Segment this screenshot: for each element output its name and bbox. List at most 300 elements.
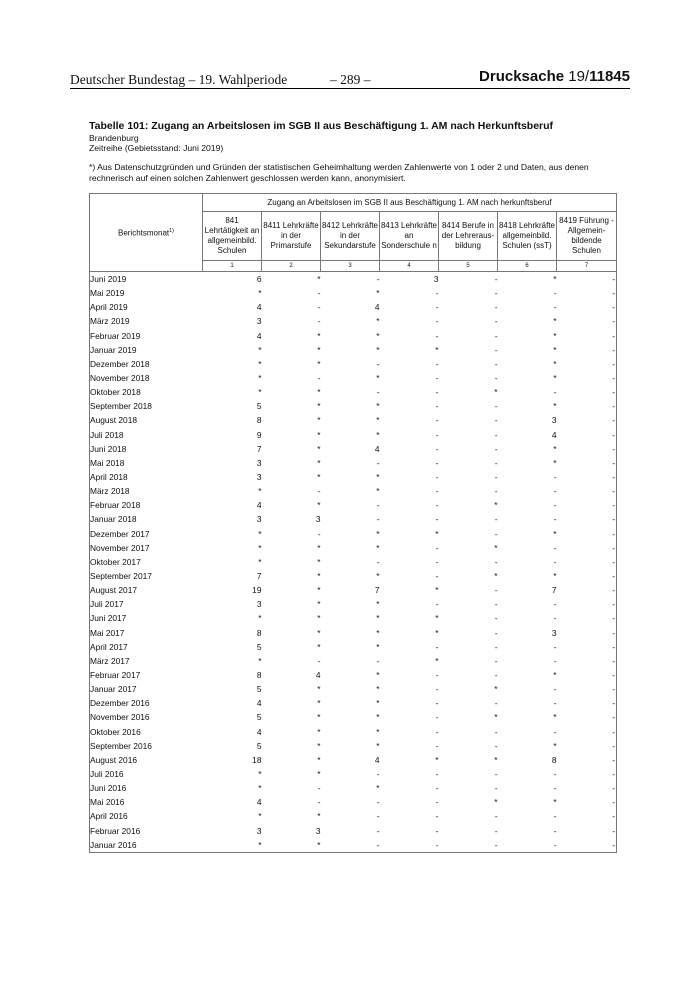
- column-number-2: 2: [262, 261, 321, 272]
- cell-col-2: *: [317, 387, 321, 398]
- row-month: Mai 2017: [90, 626, 203, 640]
- table-row: [90, 654, 617, 668]
- cell-col-6: *: [553, 712, 557, 723]
- cell-col-5: -: [494, 316, 498, 327]
- row-month: Juli 2016: [90, 767, 203, 781]
- cell-col-1: 4: [256, 330, 262, 341]
- table-row: [90, 314, 617, 328]
- cell-col-1: 7: [256, 571, 262, 582]
- cell-col-5: -: [494, 726, 498, 737]
- header-doc-prefix: Drucksache: [479, 68, 569, 85]
- cell-col-3: -: [376, 811, 380, 822]
- cell-col-6: -: [553, 542, 557, 553]
- cell-col-6: -: [553, 825, 557, 836]
- cell-col-1: *: [258, 655, 262, 666]
- cell-col-2: *: [317, 571, 321, 582]
- cell-col-3: *: [376, 698, 380, 709]
- cell-col-7: -: [557, 753, 617, 767]
- cell-col-6: *: [553, 316, 557, 327]
- cell-col-4: -: [435, 542, 439, 553]
- cell-col-7: -: [557, 640, 617, 654]
- column-header-1: 841 Lehrtätigkeit an allgemeinbild. Schulen: [203, 212, 262, 261]
- cell-col-2: -: [317, 783, 321, 794]
- cell-col-5: -: [494, 698, 498, 709]
- cell-col-2: *: [317, 556, 321, 567]
- cell-col-3: *: [376, 486, 380, 497]
- cell-col-4: -: [435, 358, 439, 369]
- cell-col-3: 4: [374, 302, 380, 313]
- cell-col-2: -: [317, 655, 321, 666]
- row-month: Mai 2018: [90, 456, 203, 470]
- cell-col-7: -: [557, 272, 617, 287]
- table-row: [90, 583, 617, 597]
- page-header: [70, 68, 630, 90]
- cell-col-2: *: [317, 811, 321, 822]
- cell-col-4: 3: [433, 274, 439, 285]
- cell-col-5: -: [494, 415, 498, 426]
- cell-col-3: *: [376, 641, 380, 652]
- row-month: April 2017: [90, 640, 203, 654]
- cell-col-4: *: [435, 754, 439, 765]
- table-row: [90, 809, 617, 823]
- table-body: [90, 272, 617, 853]
- cell-col-7: -: [557, 357, 617, 371]
- cell-col-4: -: [435, 670, 439, 680]
- cell-col-4: -: [435, 783, 439, 794]
- cell-col-3: -: [376, 514, 380, 525]
- cell-col-1: *: [258, 528, 262, 539]
- row-month: September 2018: [90, 399, 203, 413]
- cell-col-6: -: [553, 768, 557, 779]
- cell-col-2: *: [317, 684, 321, 695]
- cell-col-1: 5: [256, 712, 262, 723]
- cell-col-5: -: [494, 599, 498, 610]
- cell-col-4: -: [435, 486, 439, 497]
- cell-col-6: -: [553, 387, 557, 398]
- cell-col-7: -: [557, 696, 617, 710]
- table-row: [90, 838, 617, 853]
- cell-col-5: -: [494, 486, 498, 497]
- row-month: Mai 2019: [90, 286, 203, 300]
- cell-col-5: -: [494, 429, 498, 440]
- cell-col-1: 3: [256, 457, 262, 468]
- cell-col-4: -: [435, 302, 439, 313]
- table-row: [90, 739, 617, 753]
- cell-col-2: *: [317, 358, 321, 369]
- cell-col-4: -: [435, 712, 439, 723]
- table-row: [90, 569, 617, 583]
- cell-col-7: -: [557, 484, 617, 498]
- cell-col-4: -: [435, 387, 439, 398]
- cell-col-1: *: [258, 358, 262, 369]
- row-month: Januar 2018: [90, 512, 203, 526]
- column-header-4: 8413 Lehrkräfte an Sonderschule n: [380, 212, 439, 261]
- row-month: Oktober 2018: [90, 385, 203, 399]
- cell-col-5: *: [494, 387, 498, 398]
- cell-col-4: -: [435, 401, 439, 412]
- cell-col-3: -: [376, 556, 380, 567]
- cell-col-2: *: [317, 472, 321, 483]
- cell-col-7: -: [557, 668, 617, 682]
- cell-col-1: 4: [256, 797, 262, 808]
- cell-col-6: -: [553, 500, 557, 511]
- table-row: [90, 682, 617, 696]
- table-row: [90, 300, 617, 314]
- cell-col-5: *: [494, 684, 498, 695]
- cell-col-7: -: [557, 329, 617, 343]
- cell-col-5: -: [494, 768, 498, 779]
- cell-col-7: -: [557, 442, 617, 456]
- header-page-number: – 289 –: [330, 72, 371, 87]
- row-header: [90, 194, 203, 272]
- cell-col-5: -: [494, 302, 498, 313]
- cell-col-1: *: [258, 768, 262, 779]
- cell-col-4: -: [435, 726, 439, 737]
- cell-col-1: 3: [256, 472, 262, 483]
- cell-col-4: -: [435, 599, 439, 610]
- cell-col-1: 5: [256, 641, 262, 652]
- cell-col-3: *: [376, 613, 380, 624]
- cell-col-5: -: [494, 627, 498, 638]
- cell-col-5: -: [494, 528, 498, 539]
- cell-col-6: -: [553, 641, 557, 652]
- cell-col-3: *: [376, 740, 380, 751]
- cell-col-3: -: [376, 768, 380, 779]
- cell-col-4: -: [435, 698, 439, 709]
- row-month: April 2019: [90, 300, 203, 314]
- cell-col-5: -: [494, 585, 498, 596]
- cell-col-7: -: [557, 527, 617, 541]
- cell-col-1: 3: [256, 514, 262, 525]
- cell-col-3: *: [376, 670, 380, 680]
- cell-col-4: -: [435, 740, 439, 751]
- cell-col-4: *: [435, 655, 439, 666]
- header-doc-num: 11845: [589, 68, 630, 85]
- cell-col-7: -: [557, 343, 617, 357]
- cell-col-6: 3: [551, 627, 557, 638]
- row-month: Juni 2018: [90, 442, 203, 456]
- row-month: Februar 2018: [90, 498, 203, 512]
- table-row: [90, 725, 617, 739]
- table-row: [90, 371, 617, 385]
- cell-col-5: -: [494, 358, 498, 369]
- cell-col-1: 3: [256, 599, 262, 610]
- table-row: [90, 456, 617, 470]
- cell-col-6: *: [553, 670, 557, 680]
- cell-col-2: *: [317, 344, 321, 355]
- cell-col-3: -: [376, 500, 380, 511]
- table-row: [90, 385, 617, 399]
- cell-col-1: *: [258, 542, 262, 553]
- row-month: September 2017: [90, 569, 203, 583]
- cell-col-3: *: [376, 599, 380, 610]
- cell-col-6: -: [553, 599, 557, 610]
- cell-col-5: -: [494, 443, 498, 454]
- cell-col-7: -: [557, 767, 617, 781]
- cell-col-2: *: [262, 838, 321, 853]
- cell-col-3: *: [376, 330, 380, 341]
- cell-col-6: 3: [551, 415, 557, 426]
- cell-col-1: *: [203, 838, 262, 853]
- cell-col-6: 7: [551, 585, 557, 596]
- table-row: [90, 512, 617, 526]
- cell-col-2: *: [317, 698, 321, 709]
- cell-col-7: -: [557, 470, 617, 484]
- column-header-6: 8418 Lehrkräfte allgemeinbild. Schulen (ssT): [498, 212, 557, 261]
- cell-col-3: -: [376, 387, 380, 398]
- cell-col-1: *: [258, 783, 262, 794]
- cell-col-2: *: [317, 726, 321, 737]
- row-month: November 2017: [90, 541, 203, 555]
- cell-col-2: -: [317, 316, 321, 327]
- cell-col-7: -: [557, 795, 617, 809]
- cell-col-3: *: [376, 571, 380, 582]
- cell-col-7: -: [557, 512, 617, 526]
- column-number-1: 1: [203, 261, 262, 272]
- cell-col-2: 3: [315, 514, 321, 525]
- cell-col-3: *: [376, 472, 380, 483]
- cell-col-2: *: [317, 429, 321, 440]
- table-row: [90, 640, 617, 654]
- table-row: [90, 272, 617, 287]
- privacy-note: *) Aus Datenschutzgründen und Gründen der statistischen Geheimhaltung werden Zahlenwerte von 1 oder 2 und Daten, aus denen rechnerisch auf einen solchen Zahlenwert geschlossen werden kann, anonymisiert.: [89, 162, 589, 183]
- header-document-number: [479, 68, 630, 85]
- cell-col-7: -: [557, 456, 617, 470]
- cell-col-7: -: [557, 413, 617, 427]
- cell-col-1: 19: [252, 585, 262, 596]
- series-label: Zeitreihe (Gebietsstand: Juni 2019): [89, 143, 224, 153]
- row-month: August 2017: [90, 583, 203, 597]
- cell-col-5: -: [494, 472, 498, 483]
- cell-col-5: -: [494, 811, 498, 822]
- row-month: Juni 2016: [90, 781, 203, 795]
- table-row: [90, 428, 617, 442]
- cell-col-1: *: [258, 387, 262, 398]
- cell-col-6: 8: [551, 754, 557, 765]
- row-month: Februar 2017: [90, 668, 203, 682]
- cell-col-4: -: [435, 797, 439, 808]
- row-month: April 2016: [90, 809, 203, 823]
- table-row: [90, 399, 617, 413]
- cell-col-2: *: [317, 500, 321, 511]
- cell-col-7: -: [557, 428, 617, 442]
- column-number-6: 6: [498, 261, 557, 272]
- group-header: Zugang an Arbeitslosen im SGB II aus Beschäftigung 1. AM nach herkunftsberuf: [203, 194, 617, 212]
- cell-col-7: -: [557, 739, 617, 753]
- cell-col-2: *: [317, 401, 321, 412]
- cell-col-6: -: [553, 302, 557, 313]
- row-month: März 2019: [90, 314, 203, 328]
- cell-col-6: *: [553, 330, 557, 341]
- table-row: [90, 823, 617, 837]
- table-title: Tabelle 101: Zugang an Arbeitslosen im SGB II aus Beschäftigung 1. AM nach Herkunftsberuf: [89, 120, 554, 132]
- cell-col-5: -: [494, 655, 498, 666]
- table-row: [90, 442, 617, 456]
- row-month: März 2017: [90, 654, 203, 668]
- table-row: [90, 470, 617, 484]
- cell-col-4: *: [435, 585, 439, 596]
- row-header-text: Berichtsmonat: [117, 228, 170, 238]
- cell-col-6: -: [553, 698, 557, 709]
- cell-col-3: *: [376, 373, 380, 384]
- cell-col-4: -: [435, 825, 439, 836]
- cell-col-2: *: [317, 768, 321, 779]
- table-row: [90, 357, 617, 371]
- cell-col-2: -: [317, 797, 321, 808]
- header-publication: Deutscher Bundestag – 19. Wahlperiode: [70, 72, 288, 87]
- cell-col-6: 4: [551, 429, 557, 440]
- cell-col-1: 8: [256, 627, 262, 638]
- table-row: [90, 611, 617, 625]
- row-month: Dezember 2018: [90, 357, 203, 371]
- cell-col-4: -: [435, 457, 439, 468]
- cell-col-3: -: [376, 358, 380, 369]
- cell-col-1: 8: [256, 415, 262, 426]
- column-number-4: 4: [380, 261, 439, 272]
- table-row: [90, 413, 617, 427]
- cell-col-3: *: [376, 429, 380, 440]
- cell-col-5: -: [494, 373, 498, 384]
- cell-col-4: -: [435, 500, 439, 511]
- column-number-3: 3: [321, 261, 380, 272]
- header-doc-period: 19/: [568, 68, 590, 85]
- cell-col-4: -: [435, 684, 439, 695]
- cell-col-5: -: [494, 514, 498, 525]
- cell-col-1: 18: [252, 754, 262, 765]
- table-row: [90, 753, 617, 767]
- cell-col-6: *: [553, 401, 557, 412]
- column-number-7: 7: [557, 261, 617, 272]
- cell-col-1: 6: [256, 274, 262, 285]
- row-month: April 2018: [90, 470, 203, 484]
- cell-col-6: -: [553, 726, 557, 737]
- cell-col-7: -: [557, 597, 617, 611]
- row-month: Juni 2017: [90, 611, 203, 625]
- cell-col-7: -: [557, 371, 617, 385]
- cell-col-1: 8: [256, 670, 262, 680]
- cell-col-6: *: [553, 358, 557, 369]
- cell-col-2: *: [317, 274, 321, 285]
- cell-col-5: -: [494, 641, 498, 652]
- cell-col-2: *: [317, 712, 321, 723]
- cell-col-1: 4: [256, 302, 262, 313]
- cell-col-2: *: [317, 585, 321, 596]
- cell-col-2: *: [317, 457, 321, 468]
- table-row: [90, 696, 617, 710]
- cell-col-7: -: [557, 569, 617, 583]
- table-row: [90, 781, 617, 795]
- cell-col-3: -: [376, 274, 380, 285]
- cell-col-7: -: [557, 710, 617, 724]
- table-row: [90, 555, 617, 569]
- cell-col-3: *: [376, 316, 380, 327]
- row-month: Januar 2016: [90, 838, 203, 853]
- cell-col-6: *: [553, 344, 557, 355]
- cell-col-7: -: [557, 314, 617, 328]
- cell-col-4: -: [435, 330, 439, 341]
- cell-col-1: *: [258, 373, 262, 384]
- cell-col-7: -: [557, 399, 617, 413]
- table-row: [90, 710, 617, 724]
- cell-col-3: 4: [374, 754, 380, 765]
- cell-col-6: -: [553, 811, 557, 822]
- cell-col-1: 3: [256, 825, 262, 836]
- cell-col-3: -: [376, 797, 380, 808]
- region-label: Brandenburg: [89, 133, 139, 143]
- cell-col-1: *: [258, 556, 262, 567]
- cell-col-3: -: [376, 457, 380, 468]
- cell-col-7: -: [557, 583, 617, 597]
- cell-col-1: *: [258, 288, 262, 299]
- cell-col-5: *: [494, 542, 498, 553]
- cell-col-6: *: [553, 373, 557, 384]
- table-row: [90, 498, 617, 512]
- cell-col-6: -: [553, 684, 557, 695]
- cell-col-4: *: [435, 627, 439, 638]
- row-month: Februar 2019: [90, 329, 203, 343]
- table-row: [90, 286, 617, 300]
- cell-col-2: *: [317, 613, 321, 624]
- cell-col-6: -: [553, 288, 557, 299]
- cell-col-6: *: [553, 443, 557, 454]
- cell-col-7: -: [557, 300, 617, 314]
- cell-col-2: -: [317, 302, 321, 313]
- cell-col-2: -: [317, 486, 321, 497]
- column-number-5: 5: [439, 261, 498, 272]
- cell-col-7: -: [557, 286, 617, 300]
- column-header-7: 8419 Führung - Allgemein-bildende Schulen: [557, 212, 617, 261]
- cell-col-1: 5: [256, 684, 262, 695]
- cell-col-2: *: [317, 641, 321, 652]
- row-month: Dezember 2017: [90, 527, 203, 541]
- cell-col-7: -: [557, 611, 617, 625]
- row-month: August 2016: [90, 753, 203, 767]
- row-month: September 2016: [90, 739, 203, 753]
- cell-col-7: -: [557, 498, 617, 512]
- cell-col-5: *: [494, 500, 498, 511]
- cell-col-4: -: [435, 415, 439, 426]
- row-month: Februar 2016: [90, 823, 203, 837]
- cell-col-1: 5: [256, 401, 262, 412]
- column-header-2: 8411 Lehrkräfte in der Primarstufe: [262, 212, 321, 261]
- cell-col-5: *: [494, 571, 498, 582]
- cell-col-6: *: [553, 797, 557, 808]
- cell-col-5: -: [494, 740, 498, 751]
- cell-col-4: *: [435, 528, 439, 539]
- cell-col-2: *: [317, 754, 321, 765]
- cell-col-2: *: [317, 740, 321, 751]
- cell-col-1: 4: [256, 500, 262, 511]
- row-month: Juni 2019: [90, 272, 203, 287]
- cell-col-7: -: [557, 838, 617, 853]
- cell-col-1: 4: [256, 726, 262, 737]
- cell-col-3: *: [376, 627, 380, 638]
- cell-col-1: *: [258, 811, 262, 822]
- cell-col-7: -: [557, 541, 617, 555]
- cell-col-3: *: [376, 783, 380, 794]
- cell-col-2: 4: [315, 670, 321, 680]
- table-row: [90, 626, 617, 640]
- column-header-5: 8414 Berufe in der Lehreraus-bildung: [439, 212, 498, 261]
- cell-col-2: 3: [315, 825, 321, 836]
- column-header-3: 8412 Lehrkräfte in der Sekundarstufe: [321, 212, 380, 261]
- cell-col-3: *: [376, 726, 380, 737]
- cell-col-2: -: [317, 373, 321, 384]
- cell-col-3: *: [376, 542, 380, 553]
- cell-col-4: -: [435, 556, 439, 567]
- table-row: [90, 541, 617, 555]
- cell-col-5: -: [494, 783, 498, 794]
